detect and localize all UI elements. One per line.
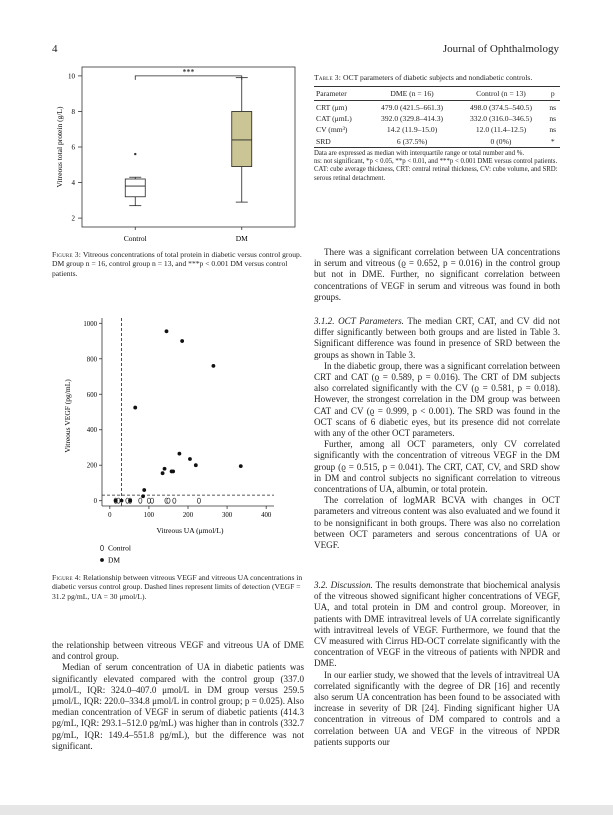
y-tick-label: 10 [68,72,75,81]
paragraph: The correlation of logMAR BCVA with changes in OCT parameters and vitreous content was also evaluated and we found it to be nonsignificant in both groups. There was also no correlation between OCT parameters and serous concentrations of UA or VEGF. [314,495,560,551]
dm-point [194,463,198,467]
figure3-boxplot [52,62,302,250]
table-note: CAT: cube average thickness, CRT: central retinal thickness, CV: cube volume, and SRD: serous retinal detachment. [314,166,558,182]
plot-frame [82,67,295,227]
section-3-1-2 [314,316,560,361]
boxes [125,78,252,206]
control-point [150,498,153,503]
legend-dm-label: DM [108,555,121,565]
table3-label: Table 3: [314,73,342,82]
legend [100,544,131,565]
scatter-points [114,329,243,503]
dm-point [165,329,169,333]
section-text: The median CRT, CAT, and CV did not differ significantly between both groups and are listed in Table 3. Significant difference was found in presence of SRD between the groups as shown in Table 3. [314,316,560,360]
right-column-text-1 [314,247,560,303]
page-bottom-bar [0,805,613,815]
section-text: The results demonstrate that biochemical analysis of the vitreous showed significant higher concentrations of VEGF, UA, and total protein in DM and control group. Moreover, in patients with DME intravitreal levels of UA correlate significantly with intravitreal levels of VEGF. Furthermore, we found that the CV measured with Cirrus HD-OCT correlate significantly with the concentration of VEGF in the vitreous of patients with NPDR and DME. [314,580,560,669]
dm-point [120,499,124,503]
control-point [147,498,150,503]
table-cell: 6 (37.5%) [368,136,457,148]
table-cell: 12.0 (11.4–12.5) [475,125,527,135]
table3-title-text: OCT parameters of diabetic subjects and nondiabetic controls. [343,73,533,82]
paragraph: Median of serum concentration of UA in diabetic patients was significantly elevated compared with the control group (337.0 μmol/L, IQR: 324.0–407.0 μmol/L in DM group versus 259.5 μmol/L, IQR: 220.0–334.8 μmol/L in control group; p = 0.025). Also median concentration of VEGF in serum of diabetic patients (414.3 pg/mL, IQR: 293.1–512.0 pg/mL) was higher than in controls (332.7 pg/mL, IQR: 149.4–551.8 pg/mL), but the difference was not significant. [52,662,304,751]
table-cell: * [545,136,560,148]
axes [83,318,274,519]
dm-point [142,488,146,492]
control-point [197,498,200,503]
dm-point [141,494,145,498]
table-cell: CAT (μmL) [316,113,352,123]
dm-point [163,467,167,471]
table-cell: ns [549,113,557,123]
dm-point [239,464,243,468]
table-row [314,101,560,113]
table-note: Data are expressed as median with interquartile range or total number and %. [314,149,525,157]
page-number: 4 [52,43,58,55]
control-point [167,498,170,503]
dm-point [212,364,216,368]
figure3-label: Figure 3: [52,250,82,259]
y-tick-label: 6 [71,143,75,152]
table-body [314,101,560,148]
figure4-caption-text: Relationship between vitreous VEGF and vitreous UA concentrations in diabetic versus control group. Dashed lines represent limits of detection (VEGF = 31.2 pg/mL, UA = 30 μmol/L). [52,573,303,601]
left-column-text [52,640,304,752]
x-tick-label: 200 [182,512,194,519]
y-tick-label: 8 [71,107,75,116]
table-cell: ns [549,102,557,112]
x-tick-label: 0 [108,512,112,519]
dm-point [180,339,184,343]
section-heading: 3.2. Discussion. [314,580,373,590]
dm-point [128,499,132,503]
journal-name: Journal of Ophthalmology [442,43,559,55]
table-row [314,136,560,148]
paragraph: Further, among all OCT parameters, only CV correlated significantly with the concentration of vitreous VEGF in the DM group (ϱ = 0.515, p = 0.041). The CRT, CAT, CV, and SRD show in DM and control subjects no significant correlation to vitreous concentrations of UA, albumin, or total protein. [314,439,560,495]
figure3-caption-text: Vitreous concentrations of total protein in diabetic versus control group. DM group n = 16, control group n = 13, and ***p < 0.001 DM versus control patients. [52,250,302,278]
bracket-line [135,76,242,80]
table-cell: CV (mm³) [316,125,348,135]
control-point [139,498,142,503]
table-row [314,124,560,135]
y-tick-label: 1000 [83,320,97,328]
x-tick-label: DM [235,234,248,243]
section-3-2 [314,580,560,670]
dm-point [161,471,165,475]
y-tick-label: 4 [71,179,75,188]
table-header-cell: p [545,87,560,101]
table-cell: 498.0 (374.5–540.5) [469,102,532,112]
table-cell: CRT (μm) [316,102,348,112]
table3-title [314,73,560,82]
x-tick-label: 400 [261,512,272,519]
dm-point [133,406,137,410]
y-tick-label: 2 [71,214,75,223]
y-tick-label: 200 [86,462,97,470]
y-axis-label: Vitreous VEGF (pg/mL) [63,379,72,453]
table-header-cell: Control (n = 13) [457,87,546,101]
x-axis-label: Vitreous UA (μmol/L) [156,526,224,535]
table-cell: SRD [314,136,368,148]
table-row [314,113,560,124]
significance-stars: *** [182,67,195,77]
legend-control-label: Control [108,543,131,553]
paragraph: the relationship between vitreous VEGF and vitreous UA of DME and control group. [52,640,304,662]
table-cell: ns [549,125,557,135]
box-control [125,179,145,197]
section-heading: 3.1.2. OCT Parameters. [314,316,404,326]
figure3-caption [52,250,304,278]
y-tick-label: 800 [86,356,97,364]
table-header-cell: DME (n = 16) [368,87,457,101]
box-dm [232,111,252,166]
table-cell: 392.0 (329.8–414.3) [381,113,444,123]
legend-dm-marker [100,558,104,562]
outlier-point [134,153,136,155]
paragraph: In the diabetic group, there was a significant correlation between CRT and CAT (ϱ = 0.589, p = 0.016). The CRT of DM subjects also correlated significantly with the CV (ϱ = 0.581, p = 0.018). However, the strongest correlation in the DM group was between CAT and CV (ϱ = 0.999, p < 0.001). The SRD was found in the OCT scans of 6 diabetic eyes, but its presence did not correlate with any of the other OCT parameters. [314,360,560,439]
figure4-caption [52,573,304,601]
table-header-row [314,87,560,101]
table-cell: 332.0 (316.0–346.5) [469,113,532,123]
table-header-cell: Parameter [314,87,368,101]
y-tick-label: 0 [93,498,97,506]
x-tick-label: Control [123,234,147,243]
figure4-label: Figure 4: [52,573,82,582]
table3-grid [314,86,560,148]
table3 [314,73,560,183]
x-axis-labels [124,227,248,243]
right-column-text-3 [314,580,560,748]
x-tick-label: 300 [221,512,233,519]
dm-point [178,452,182,456]
y-tick-label: 400 [86,427,97,435]
table-cell: 479.0 (421.5–661.3) [381,102,444,112]
dm-point [171,470,175,474]
table-note: ns: not significant, *p < 0.05, **p < 0.01, and ***p < 0.001 DME versus control patients. [314,158,558,166]
table-cell: 0 (0%) [457,136,546,148]
y-tick-label: 600 [86,391,97,399]
table3-notes [314,150,560,183]
right-column-text-2 [314,316,560,551]
dm-point [114,499,118,503]
dm-point [188,457,192,461]
control-point [173,498,176,503]
significance-bracket [135,67,242,80]
paragraph: There was a significant correlation between UA concentrations in serum and vitreous (ϱ = 0.652, p = 0.016) in the control group but not in DME. Further, no significant correlation between concentrations of VEGF in serum and vitreous was found in both groups. [314,247,560,302]
paragraph: In our earlier study, we showed that the levels of intravitreal UA correlated significantly with the degree of DR [16] and recently also serum UA concentration has been found to be associated with increase in severity of DR [24]. Finding significant higher UA concentration in vitreous of DM compared to controls and a correlation between UA and VEGF in the vitreous of NPDR patients supports our [314,669,560,747]
legend-control-marker [100,545,103,550]
y-axis-label: Vitreous total protein (g/L) [55,106,64,188]
table-cell: 14.2 (11.9–15.0) [386,125,438,135]
x-tick-label: 100 [143,512,155,519]
figure4-scatter [52,312,302,584]
y-axis [68,72,82,222]
